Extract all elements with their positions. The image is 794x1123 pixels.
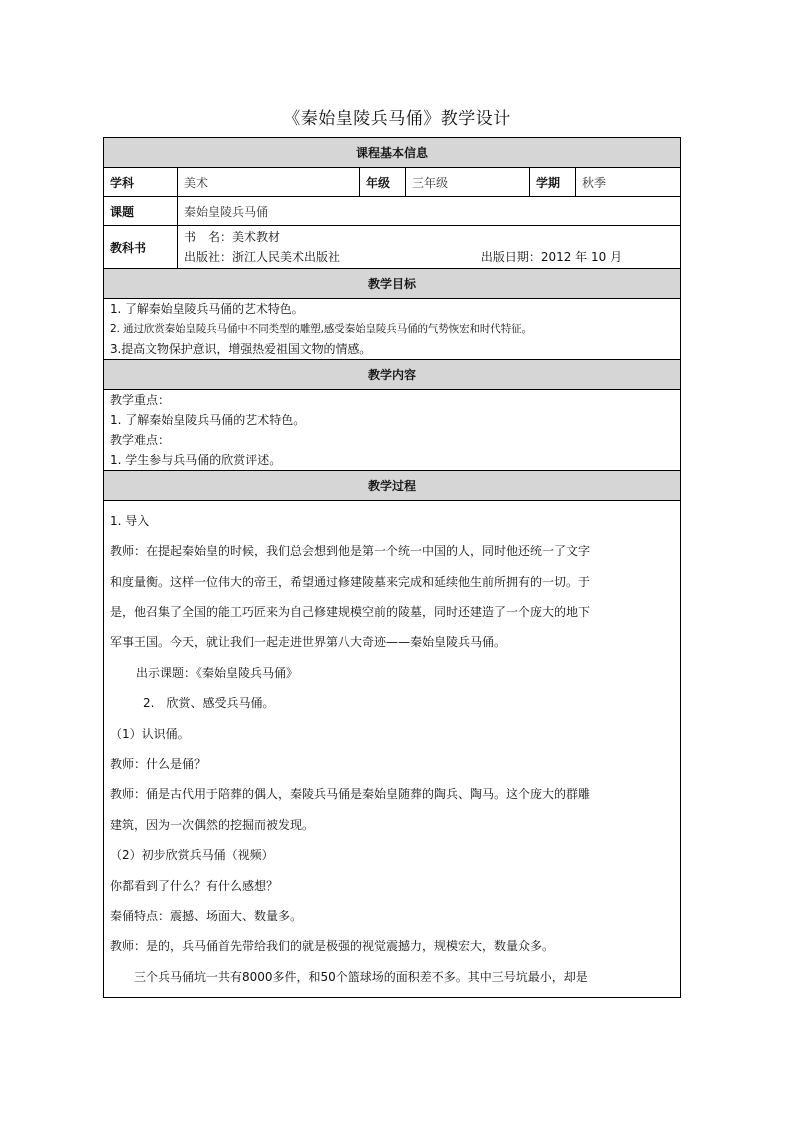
subject-value: 美术 — [178, 168, 360, 197]
grade-value: 三年级 — [406, 168, 530, 197]
process-line: 你都看到了什么？有什么感想？ — [110, 878, 279, 893]
content-line: 教学难点： — [110, 433, 171, 447]
process-line: 教师：什么是俑？ — [110, 757, 207, 771]
process-body — [104, 501, 681, 998]
topic-value: 秦始皇陵兵马俑 — [178, 197, 681, 226]
textbook-info — [178, 226, 681, 269]
process-line: 1. 导入 — [110, 513, 150, 528]
subject-label: 学科 — [104, 168, 178, 197]
objective-item: 2. 通过欣赏秦始皇陵兵马俑中不同类型的雕塑,感受秦始皇陵兵马俑的气势恢宏和时代特征。 — [110, 323, 532, 335]
textbook-label: 教科书 — [104, 226, 178, 269]
process-line: 和度量衡。这样一位伟大的帝王，希望通过修建陵墓来完成和延续他生前所拥有的一切。于 — [110, 574, 591, 589]
content-line: 教学重点： — [110, 393, 171, 407]
basic-info-header: 课程基本信息 — [104, 138, 681, 168]
process-line: 教师：俑是古代用于陪葬的偶人，秦陵兵马俑是秦始皇随葬的陶兵、陶马。这个庞大的群雕 — [110, 787, 591, 802]
publication-date: 出版日期：2012 年 10 月 — [480, 250, 623, 264]
objective-item: 1. 了解秦始皇陵兵马俑的艺术特色。 — [110, 302, 304, 316]
process-line: 出示课题：《秦始皇陵兵马俑》 — [136, 665, 299, 680]
objectives-header: 教学目标 — [104, 269, 681, 299]
process-line: 军事王国。今天，就让我们一起走进世界第八大奇迹——秦始皇陵兵马俑。 — [110, 635, 507, 650]
topic-label: 课题 — [104, 197, 178, 226]
lesson-plan-table — [103, 137, 681, 998]
process-line: 教师：在提起秦始皇的时候，我们总会想到他是第一个统一中国的人，同时他还统一了文字 — [110, 544, 591, 559]
objective-item: 3.提高文物保护意识，增强热爱祖国文物的情感。 — [110, 342, 372, 356]
book-name: 书 名：美术教材 — [184, 230, 281, 244]
publisher: 出版社：浙江人民美术出版社 — [184, 250, 341, 264]
term-value: 秋季 — [576, 168, 681, 197]
process-line: 2. 欣赏、感受兵马俑。 — [143, 696, 275, 711]
process-header: 教学过程 — [104, 471, 681, 501]
content-list — [104, 390, 681, 471]
content-header: 教学内容 — [104, 360, 681, 390]
grade-label: 年级 — [360, 168, 406, 197]
process-line: （1）认识俑。 — [110, 726, 190, 741]
process-line: 建筑，因为一次偶然的挖掘而被发现。 — [110, 817, 315, 832]
process-line: 三个兵马俑坑一共有8000多件，和50个篮球场的面积差不多。其中三号坑最小，却是 — [134, 969, 588, 984]
process-line: 是，他召集了全国的能工巧匠来为自己修建规模空前的陵墓，同时还建造了一个庞大的地下 — [110, 604, 591, 619]
document-title: 《秦始皇陵兵马俑》教学设计 — [283, 109, 511, 129]
process-line: 教师：是的，兵马俑首先带给我们的就是极强的视觉震撼力，规模宏大，数量众多。 — [110, 939, 555, 954]
objectives-list — [104, 299, 681, 360]
process-line: 秦俑特点：震撼、场面大、数量多。 — [110, 909, 303, 924]
content-line: 1. 学生参与兵马俑的欣赏评述。 — [110, 453, 282, 467]
content-line: 1. 了解秦始皇陵兵马俑的艺术特色。 — [110, 413, 306, 427]
process-line: （2）初步欣赏兵马俑（视频） — [110, 848, 274, 863]
term-label: 学期 — [530, 168, 576, 197]
